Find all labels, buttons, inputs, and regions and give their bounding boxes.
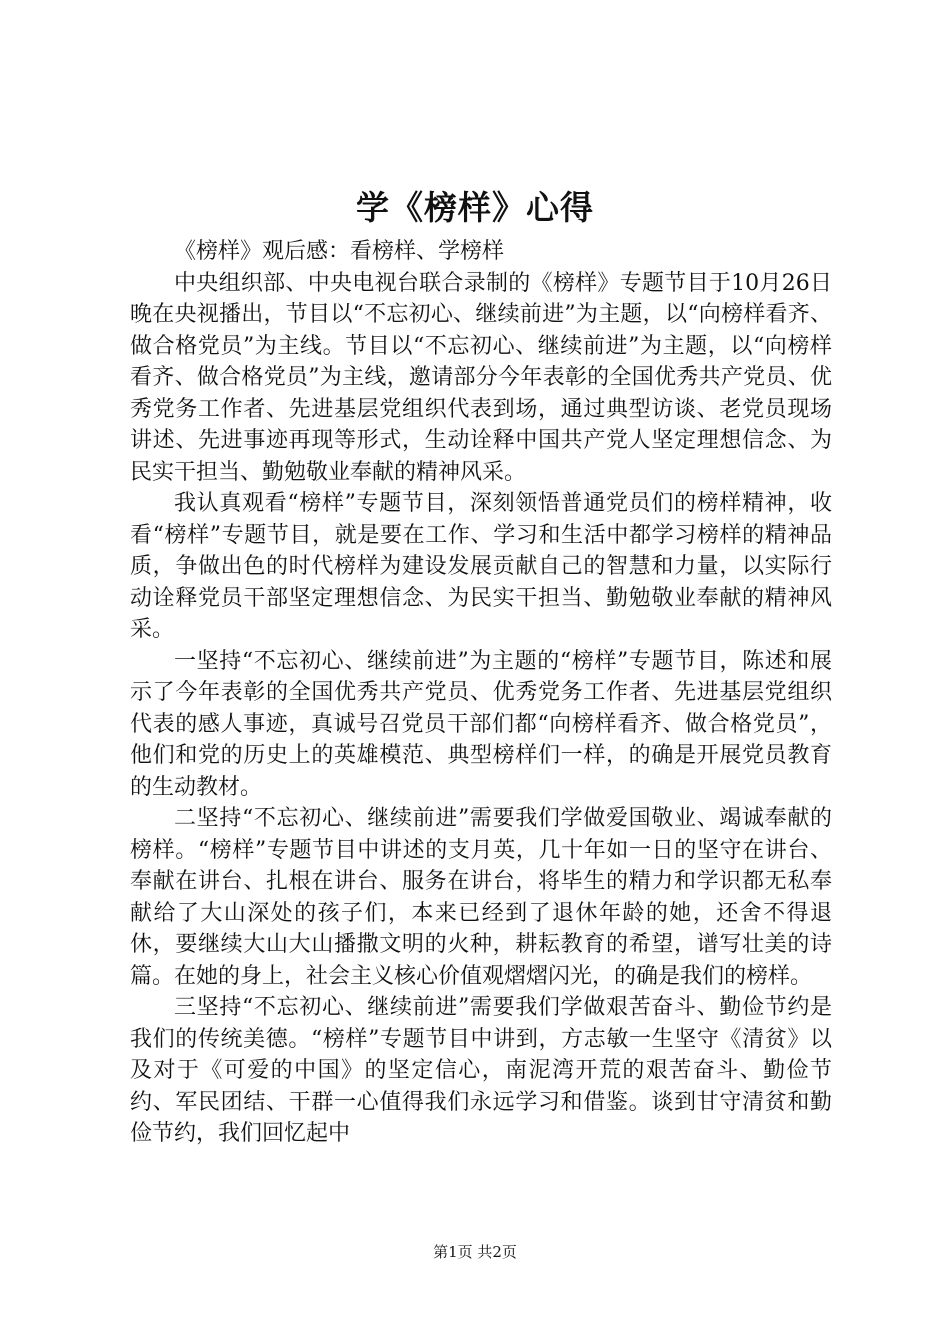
paragraph-viewing: 我认真观看“榜样”专题节目，深刻领悟普通党员们的榜样精神，收看“榜样”专题节目，就是要在工作、学习和生活中都学习榜样的精神品质，争做出色的时代榜样为建设发展贡献自己的智慧和力量，以实际行动诠释党员干部坚定理想信念、为民实干担当、勤勉敬业奉献的精神风采。 — [130, 491, 832, 642]
paragraph-point-two: 二坚持“不忘初心、继续前进”需要我们学做爱国敬业、竭诚奉献的榜样。“榜样”专题节目中讲述的支月英，几十年如一日的坚守在讲台、奉献在讲台、扎根在讲台、服务在讲台，将毕生的精力和学识都无私奉献给了大山深处的孩子们，本来已经到了退休年龄的她，还舍不得退休，要继续大山大山播撒文明的火种，耕耘教育的希望，谱写壮美的诗篇。在她的身上，社会主义核心价值观熠熠闪光，的确是我们的榜样。 — [130, 806, 832, 989]
paragraph-point-one: 一坚持“不忘初心、继续前进”为主题的“榜样”专题节目，陈述和展示了今年表彰的全国优秀共产党员、优秀党务工作者、先进基层党组织代表的感人事迹，真诚号召党员干部们都“向榜样看齐、做合格党员”，他们和党的历史上的英雄模范、典型榜样们一样，的确是开展党员教育的生动教材。 — [130, 648, 832, 800]
paragraph-intro: 中央组织部、中央电视台联合录制的《榜样》专题节目于10月26日晚在央视播出，节目以“不忘初心、继续前进”为主题，以“向榜样看齐、做合格党员”为主线。节目以“不忘初心、继续前进”为主题，以“向榜样看齐、做合格党员”为主线，邀请部分今年表彰的全国优秀共产党员、优秀党务工作者、先进基层党组织代表到场，通过典型访谈、老党员现场讲述、先进事迹再现等形式，生动诠释中国共产党人坚定理想信念、为民实干担当、勤勉敬业奉献的精神风采。 — [130, 270, 832, 485]
paragraph-subtitle: 《榜样》观后感：看榜样、学榜样 — [174, 239, 505, 264]
document-title: 学《榜样》心得 — [356, 188, 594, 227]
document-body — [130, 236, 832, 1150]
paragraph-point-three: 三坚持“不忘初心、继续前进”需要我们学做艰苦奋斗、勤俭节约是我们的传统美德。“榜样”专题节目中讲到，方志敏一生坚守《清贫》以及对于《可爱的中国》的坚定信心，南泥湾开荒的艰苦奋斗、勤俭节约、军民团结、干群一心值得我们永远学习和借鉴。谈到甘守清贫和勤俭节约，我们回忆起中 — [130, 995, 832, 1146]
page-number-footer: 第1页 共2页 — [433, 1243, 517, 1261]
